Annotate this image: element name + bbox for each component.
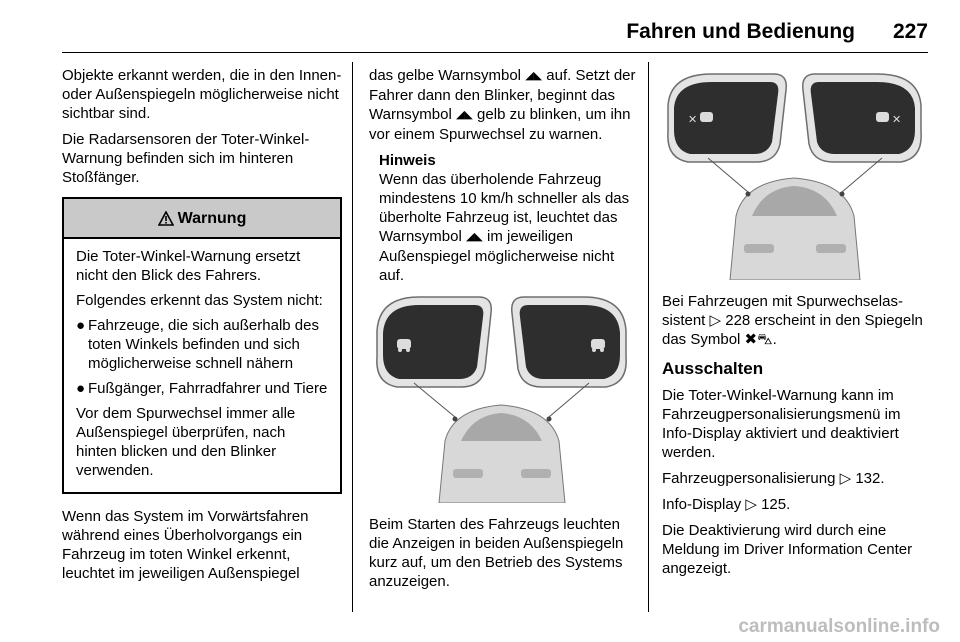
bullet-icon: ● xyxy=(76,380,86,397)
list-item xyxy=(76,316,328,373)
paragraph xyxy=(369,66,639,144)
warning-header xyxy=(64,199,340,239)
paragraph xyxy=(662,469,930,488)
page-reference: 125. xyxy=(761,496,791,513)
page-reference-icon: ▷ xyxy=(709,312,722,329)
text-run: erscheint in den Spiegeln das Symbol xyxy=(662,312,923,348)
warning-text: Vor dem Spurwechsel immer alle Außenspiegel überprüfen, nach hinten blicken und den Blinker verwenden. xyxy=(76,405,296,479)
svg-text:✕: ✕ xyxy=(892,113,902,126)
text-run: Wenn das überholende Fahrzeug mindestens 10 km/h schneller als das überholte Fahrzeug ist, leuchtet das Warnsymbol xyxy=(379,171,630,245)
warning-text: Die Toter-Winkel-Warnung ersetzt nicht den Blick des Fahrers. xyxy=(76,248,301,284)
warning-title: Warnung xyxy=(177,209,247,227)
warning-body xyxy=(64,239,340,492)
column-1 xyxy=(62,66,342,590)
column-2 xyxy=(369,66,639,598)
list-item-text: Fußgänger, Fahrradfahrer und Tiere xyxy=(88,380,328,397)
paragraph: Die Deaktivierung wird durch eine Meldung im Driver Information Center angezeigt. xyxy=(662,522,913,577)
warning-triangle-icon xyxy=(158,211,174,226)
paragraph xyxy=(662,495,930,514)
text-run: . xyxy=(772,331,777,348)
blind-spot-warning-icon: ◢◣ xyxy=(465,231,483,243)
paragraph: Wenn das System im Vorwärtsfahren während eines Überholvorgangs ein Fahrzeug im toten Winkel erkennt, leuchtet im jeweiligen Außenspiegel xyxy=(62,508,309,582)
svg-text:✕: ✕ xyxy=(688,113,698,126)
text-run: im jeweiligen Außenspiegel möglicherweise nicht auf. xyxy=(379,228,615,284)
page-reference: 228 xyxy=(725,312,751,329)
page-reference: 132. xyxy=(855,470,885,487)
text-run: Fahrzeugpersonalisierung xyxy=(662,470,840,487)
paragraph xyxy=(662,292,930,349)
warning-text: Folgendes erkennt das System nicht: xyxy=(76,292,323,309)
page-reference-icon: ▷ xyxy=(745,496,757,513)
list-item xyxy=(76,379,328,398)
warning-box xyxy=(62,197,342,494)
text-run: gelb zu blinken, um ihn vor einem Spurwechsel zu warnen. xyxy=(369,106,631,143)
text-run: Bei Fahrzeugen mit Spurwechselassistent xyxy=(662,293,903,329)
paragraph: Die Radarsensoren der Toter-Winkel-Warnung befinden sich im hinteren Stoßfänger. xyxy=(62,131,310,186)
list-item-text: Fahrzeuge, die sich außerhalb des toten Winkels befinden und sich möglicherweise schnell nähern xyxy=(88,317,319,372)
header-rule xyxy=(62,52,928,53)
section-heading: Ausschalten xyxy=(662,359,764,378)
column-divider-1 xyxy=(352,62,353,612)
text-run: auf. Setzt der Fahrer dann den Blinker, beginnt das Warnsymbol xyxy=(369,67,636,123)
mirror-illustration xyxy=(369,291,634,503)
page-number: 227 xyxy=(892,20,928,43)
blind-spot-warning-icon: ◢◣ xyxy=(455,109,473,121)
paragraph: Beim Starten des Fahrzeugs leuchten die Anzeigen in beiden Außenspiegeln kurz auf, um den Betrieb des Systems anzuzeigen. xyxy=(369,516,624,590)
bullet-icon: ● xyxy=(76,317,86,334)
column-3 xyxy=(662,66,930,585)
note xyxy=(369,151,639,285)
text-run: Info-Display xyxy=(662,496,746,513)
mirror-illustration xyxy=(662,68,927,280)
page-header-title: Fahren und Bedienung xyxy=(626,20,855,43)
paragraph: Die Toter-Winkel-Warnung kann im Fahrzeugpersonalisierungsmenü im Info-Display aktiviert und deaktiviert werden. xyxy=(662,387,901,461)
page-reference-icon: ▷ xyxy=(839,470,852,487)
paragraph: Objekte erkannt werden, die in den Innen- oder Außenspiegeln möglicherweise nicht sichtbar sind. xyxy=(62,67,342,122)
text-run: das gelbe Warnsymbol xyxy=(369,67,526,84)
note-title: Hinweis xyxy=(379,152,436,169)
blind-spot-warning-icon: ◢◣ xyxy=(525,70,543,82)
column-divider-2 xyxy=(648,62,649,612)
watermark: carmanualsonline.info xyxy=(738,616,940,637)
note-text xyxy=(379,170,639,285)
lane-change-assist-icon: ✖⛍ xyxy=(744,331,773,348)
